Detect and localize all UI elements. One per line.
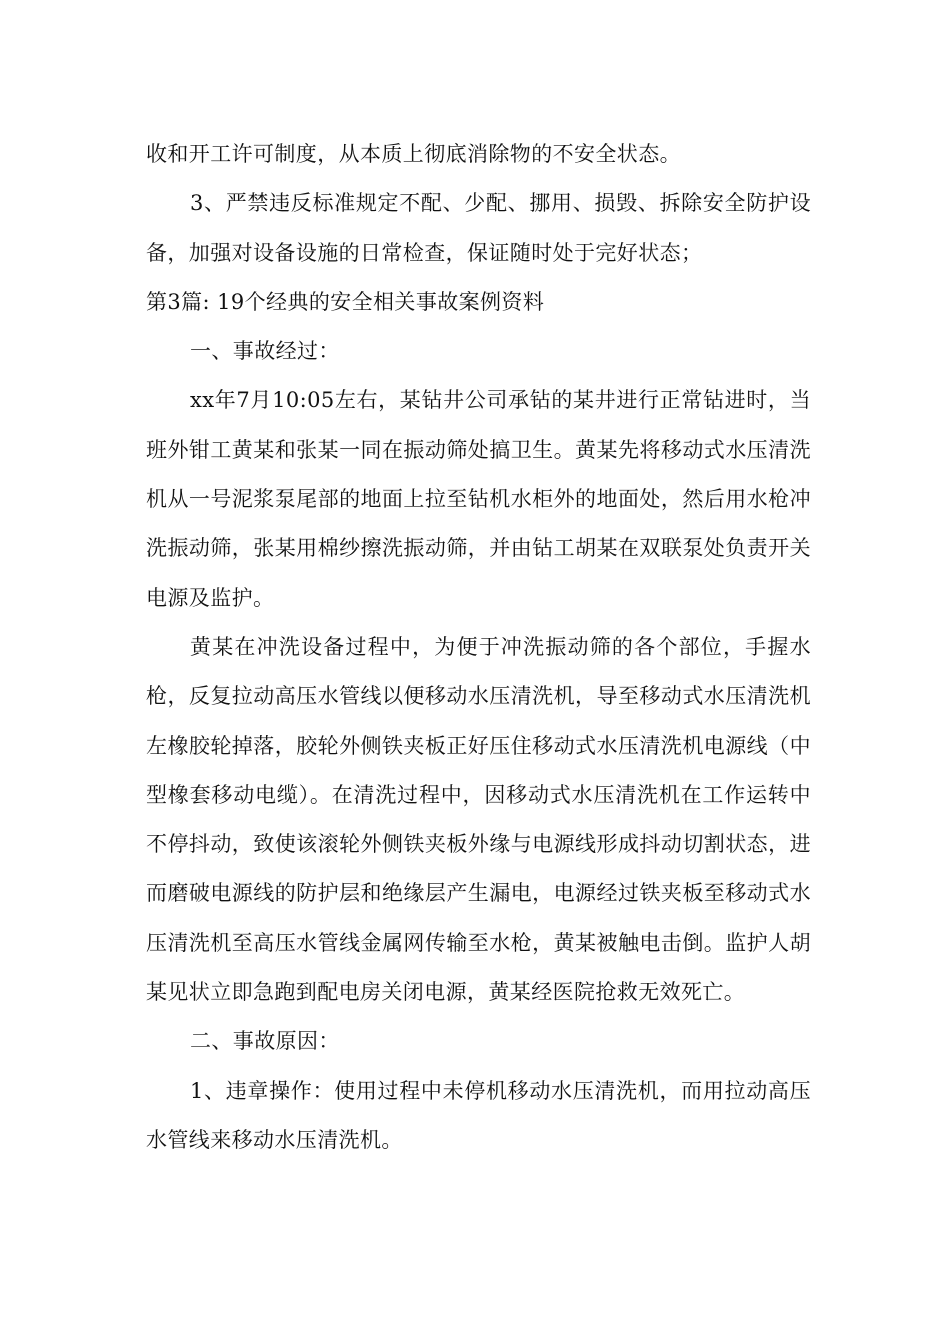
body-text	[146, 130, 811, 1165]
paragraph-item-3: 3、严禁违反标准规定不配、少配、挪用、损毁、拆除安全防护设备，加强对设备设施的日常检查，保证随时处于完好状态；	[146, 191, 811, 265]
paragraph-continuation: 收和开工许可制度，从本质上彻底消除物的不安全状态。	[146, 142, 681, 166]
section-heading: 第3篇: 19个经典的安全相关事故案例资料	[146, 289, 545, 314]
paragraph-accident-detail: 黄某在冲洗设备过程中，为便于冲洗振动筛的各个部位，手握水枪，反复拉动高压水管线以便移动水压清洗机，导至移动式水压清洗机左橡胶轮掉落，胶轮外侧铁夹板正好压住移动式水压清洗机电源线（中型橡套移动电缆）。在清洗过程中，因移动式水压清洗机在工作运转中不停抖动，致使该滚轮外侧铁夹板外缘与电源线形成抖动切割状态，进而磨破电源线的防护层和绝缘层产生漏电，电源经过铁夹板至移动式水压清洗机至高压水管线金属网传输至水枪，黄某被触电击倒。监护人胡某见状立即急跑到配电房关闭电源，黄某经医院抢救无效死亡。	[146, 634, 811, 1005]
subheading-accident-cause: 二、事故原因：	[190, 1029, 340, 1054]
paragraph-cause-1: 1、违章操作：使用过程中未停机移动水压清洗机，而用拉动高压水管线来移动水压清洗机。	[146, 1078, 811, 1152]
paragraph-accident-description: xx年7月10:05左右，某钻井公司承钻的某井进行正常钻进时，当班外钳工黄某和张某一同在振动筛处搞卫生。黄某先将移动式水压清洗机从一号泥浆泵尾部的地面上拉至钻机水柜外的地面处，然后用水枪冲洗振动筛，张某用棉纱擦洗振动筛，并由钻工胡某在双联泵处负责开关电源及监护。	[146, 388, 811, 610]
subheading-accident-process: 一、事故经过：	[190, 339, 340, 364]
